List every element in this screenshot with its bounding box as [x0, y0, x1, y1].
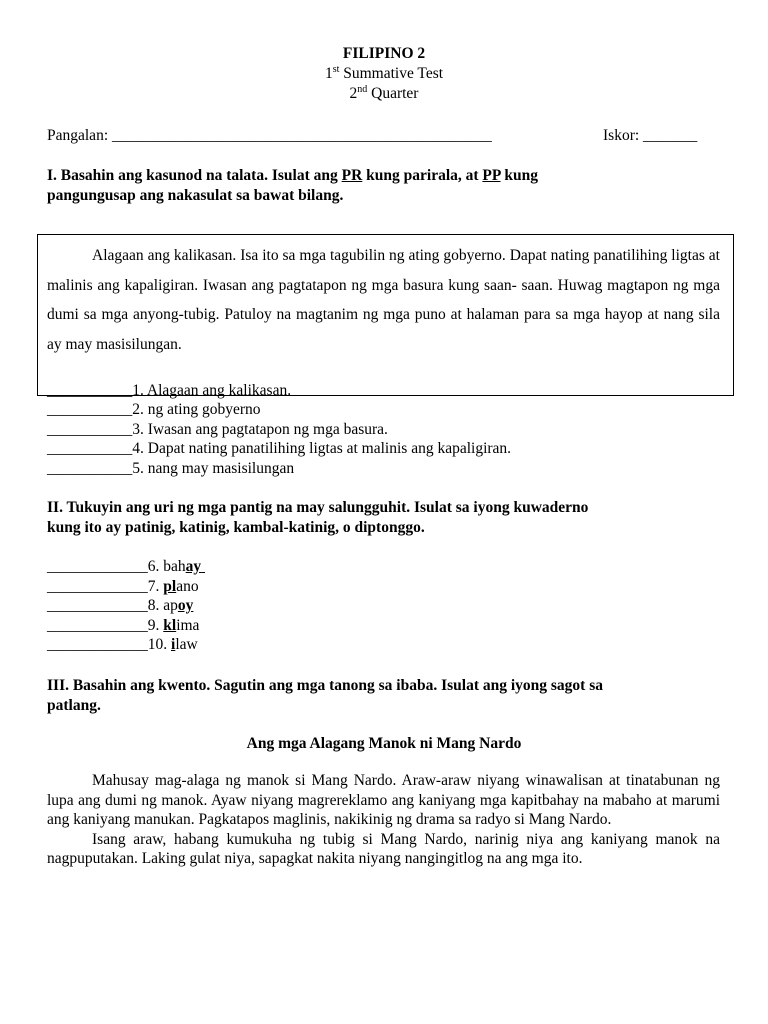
underlined-syllable: kl	[163, 617, 177, 634]
list-item[interactable]: ___________5. nang may masisilungan	[47, 460, 295, 477]
section2-instructions-line2: kung ito ay patinig, katinig, kambal-katinig, o diptonggo.	[47, 519, 425, 536]
underlined-syllable: pl	[163, 578, 177, 595]
list-item[interactable]: ___________4. Dapat nating panatilihing ligtas at malinis ang kapaligiran.	[47, 440, 512, 457]
story-title: Ang mga Alagang Manok ni Mang Nardo	[246, 735, 522, 752]
story-paragraph: Isang araw, habang kumukuha ng tubig si Mang Nardo, narinig niya ang kaniyang manok na nagpuputakan. Laking gulat niya, sapagkat nakita niyang nangingitlog na ang mga ito.	[47, 830, 720, 867]
underlined-syllable: oy	[177, 597, 194, 614]
list-item[interactable]: _____________6. bahay	[47, 558, 202, 575]
score-blank[interactable]: _______	[643, 127, 698, 144]
underlined-syllable: ay	[185, 558, 202, 575]
section3-instructions-line2: patlang.	[47, 697, 101, 714]
name-field[interactable]	[47, 126, 492, 145]
quarter-subtitle: 2nd Quarter	[349, 83, 419, 102]
name-label: Pangalan:	[47, 127, 109, 144]
name-blank[interactable]: _________________________________________________	[112, 127, 492, 144]
section2-instructions: II. Tukuyin ang uri ng mga pantig na may salungguhit. Isulat sa iyong kuwaderno	[47, 499, 589, 516]
story-paragraph: Mahusay mag-alaga ng manok si Mang Nardo. Araw-araw niyang winawalisan at tinatabunan ng lupa ang dumi ng manok. Ayaw niyang magrereklamo ang kaniyang mga kapitbahay na mabaho at marumi ang kaniyang manukan. Pagkatapos maglinis, nakikinig ng drama sa radyo si Mang Nardo.	[47, 772, 720, 828]
list-item[interactable]: _____________10. ilaw	[47, 636, 198, 653]
list-item[interactable]: ___________2. ng ating gobyerno	[47, 401, 261, 418]
list-item[interactable]: _____________9. klima	[47, 617, 200, 634]
story-text	[47, 771, 720, 869]
score-field[interactable]	[603, 126, 697, 145]
list-item[interactable]: ___________1. Alagaan ang kalikasan.	[47, 382, 292, 399]
list-item[interactable]: ___________3. Iwasan ang pagtatapon ng mga basura.	[47, 421, 388, 438]
test-subtitle: 1st Summative Test	[324, 63, 444, 82]
list-item[interactable]: _____________8. apoy	[47, 597, 194, 614]
list-item[interactable]: _____________7. plano	[47, 578, 199, 595]
page-title: FILIPINO 2	[342, 45, 426, 62]
section1-instructions: I. Basahin ang kasunod na talata. Isulat ang PR kung parirala, at PP kung	[47, 167, 539, 184]
section1-passage: Alagaan ang kalikasan. Isa ito sa mga tagubilin ng ating gobyerno. Dapat nating panatilihing ligtas at malinis ang kapaligiran. Iwasan ang pagtatapon ng mga basura kung saan- saan. Huwag magtapon ng mga dumi sa mga anyong-tubig. Patuloy na magtanim ng mga puno at halaman para sa mga hayop at nang sila ay may masisilungan.	[47, 247, 720, 353]
underlined-syllable: i	[171, 636, 176, 653]
section1-instructions-line2: pangungusap ang nakasulat sa bawat bilang.	[47, 187, 344, 204]
score-label: Iskor:	[603, 127, 640, 144]
section3-instructions: III. Basahin ang kwento. Sagutin ang mga tanong sa ibaba. Isulat ang iyong sagot sa	[47, 677, 604, 694]
pp-abbrev: PP	[482, 167, 501, 184]
pr-abbrev: PR	[341, 167, 363, 184]
